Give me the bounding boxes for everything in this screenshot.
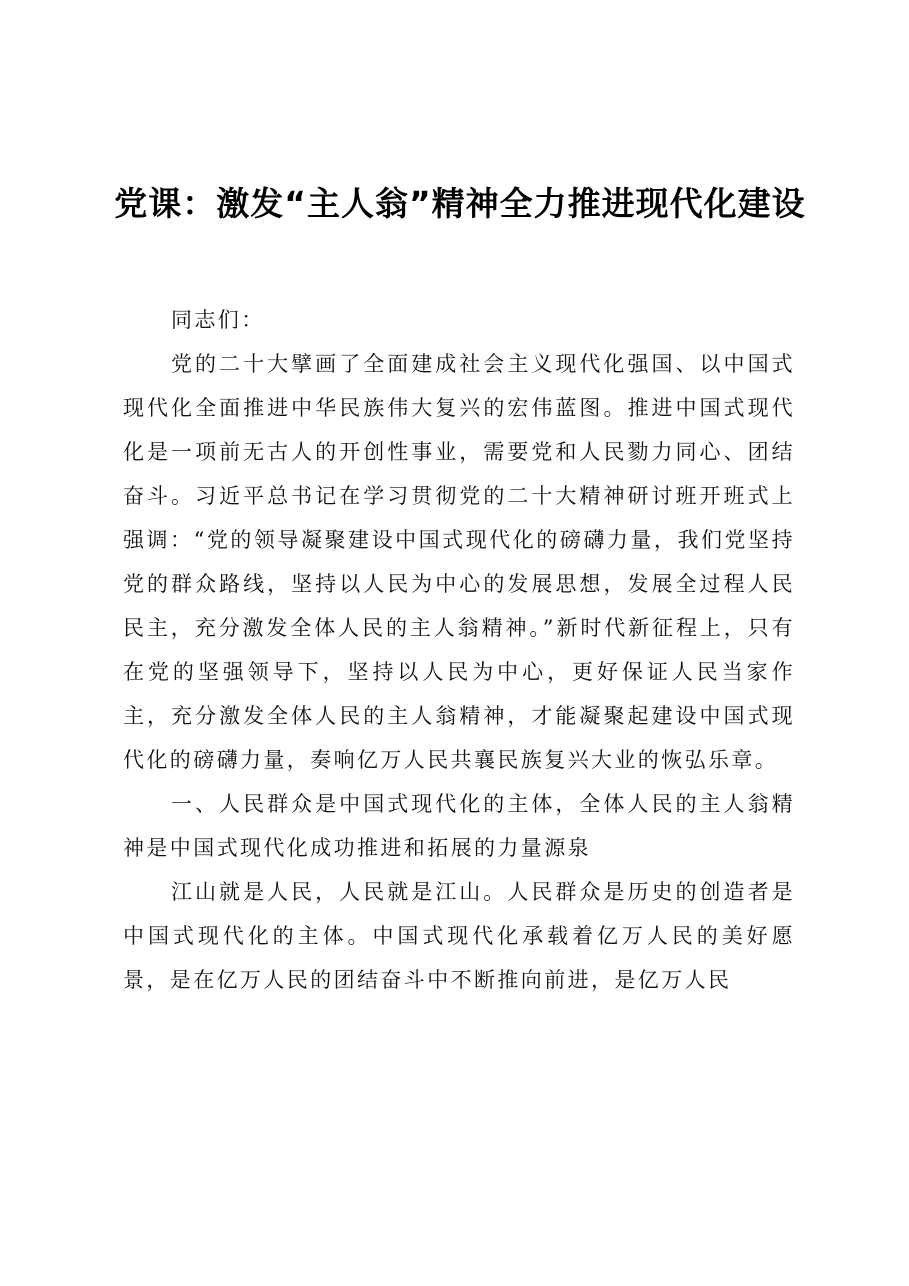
document-body — [123, 298, 795, 1002]
document-title: 党课：激发“主人翁”精神全力推进现代化建设 — [114, 184, 806, 224]
paragraph-section-1: 江山就是人民，人民就是江山。人民群众是历史的创造者是中国式现代化的主体。中国式现代化承载着亿万人民的美好愿景，是在亿万人民的团结奋斗中不断推向前进，是亿万人民 — [123, 880, 795, 992]
section-heading-1: 一、人民群众是中国式现代化的主体，全体人民的主人翁精神是中国式现代化成功推进和拓展的力量源泉 — [123, 792, 795, 860]
paragraph-intro: 党的二十大擘画了全面建成社会主义现代化强国、以中国式现代化全面推进中华民族伟大复兴的宏伟蓝图。推进中国式现代化是一项前无古人的开创性事业，需要党和人民勠力同心、团结奋斗。习近平总书记在学习贯彻党的二十大精神研讨班开班式上强调：“党的领导凝聚建设中国式现代化的磅礴力量，我们党坚持党的群众路线，坚持以人民为中心的发展思想，发展全过程人民民主，充分激发全体人民的主人翁精神。”新时代新征程上，只有在党的坚强领导下，坚持以人民为中心，更好保证人民当家作主，充分激发全体人民的主人翁精神，才能凝聚起建设中国式现代化的磅礴力量，奏响亿万人民共襄民族复兴大业的恢弘乐章。 — [123, 352, 795, 772]
salutation: 同志们： — [171, 308, 265, 332]
